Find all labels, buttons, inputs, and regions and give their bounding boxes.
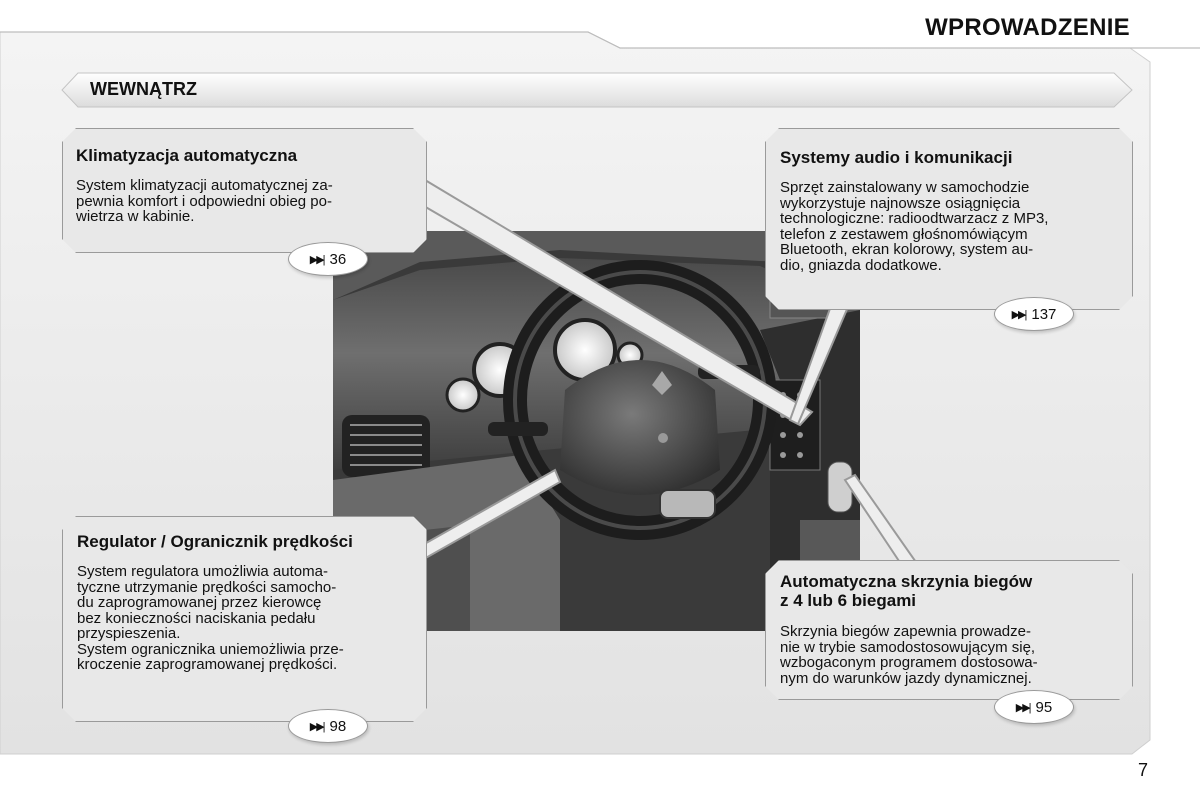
callout-cruise-text — [77, 564, 415, 673]
text-line: telefon z zestawem głośnomówiącym — [780, 225, 1028, 243]
page-ref-number: 95 — [1035, 698, 1053, 716]
page-ref-number: 36 — [329, 250, 347, 268]
page-ref-number: 98 — [329, 717, 347, 735]
callout-gearbox-title — [780, 572, 1032, 610]
callout-audio-title: Systemy audio i komunikacji — [780, 148, 1013, 167]
chapter-title: WPROWADZENIE — [925, 14, 1130, 41]
page-ref-gearbox[interactable] — [994, 690, 1074, 724]
text-line: Skrzynia biegów zapewnia prowadze- — [780, 623, 1031, 640]
text-line: nym do warunków jazdy dynamicznej. — [780, 669, 1032, 687]
page-ref-number: 137 — [1031, 305, 1057, 323]
skip-forward-icon: ▶▶| — [309, 253, 324, 266]
text-line: przyspieszenia. — [77, 625, 181, 642]
text-line: wzbogaconym programem dostosowa- — [780, 654, 1038, 671]
page-ref-climate[interactable] — [288, 242, 368, 276]
title-line: z 4 lub 6 biegami — [780, 591, 917, 610]
text-line: tyczne utrzymanie prędkości samocho- — [77, 578, 337, 596]
text-line: nie w trybie samodostosowującym się, — [780, 638, 1036, 656]
text-line: du zaprogramowanej przez kierowcę — [77, 594, 322, 611]
callout-gearbox-text — [780, 624, 1120, 686]
text-line: wykorzystuje najnowsze osiągnięcia — [780, 194, 1021, 212]
page-ref-cruise[interactable] — [288, 709, 368, 743]
text-line: kroczenie zaprogramowanej prędkości. — [77, 656, 338, 673]
text-line: technologiczne: radioodtwarzacz z MP3, — [780, 210, 1049, 227]
text-line: dio, gniazda dodatkowe. — [780, 256, 942, 274]
section-banner — [62, 73, 1132, 107]
callout-climate-title: Klimatyzacja automatyczna — [76, 146, 298, 165]
skip-forward-icon: ▶▶| — [1015, 701, 1030, 714]
page-number: 7 — [1137, 760, 1148, 780]
skip-forward-icon: ▶▶| — [1011, 308, 1026, 321]
callout-audio-text — [780, 180, 1120, 273]
text-line: Bluetooth, ekran kolorowy, system au- — [780, 241, 1034, 258]
text-line: wietrza w kabinie. — [76, 208, 195, 225]
section-title: WEWNĄTRZ — [90, 79, 197, 99]
skip-forward-icon: ▶▶| — [309, 720, 324, 733]
title-line: Automatyczna skrzynia biegów — [780, 572, 1033, 591]
text-line: Sprzęt zainstalowany w samochodzie — [780, 179, 1030, 196]
callout-cruise-title: Regulator / Ogranicznik prędkości — [77, 532, 353, 551]
text-line: System regulatora umożliwia automa- — [77, 563, 328, 580]
callout-climate-text — [76, 178, 412, 225]
page-ref-audio[interactable] — [994, 297, 1074, 331]
text-line: pewnia komfort i odpowiedni obieg po- — [76, 192, 332, 210]
text-line: bez konieczności naciskania pedału — [77, 609, 316, 627]
text-line: System klimatyzacji automatycznej za- — [76, 177, 333, 194]
text-line: System ogranicznika uniemożliwia prze- — [77, 640, 344, 658]
